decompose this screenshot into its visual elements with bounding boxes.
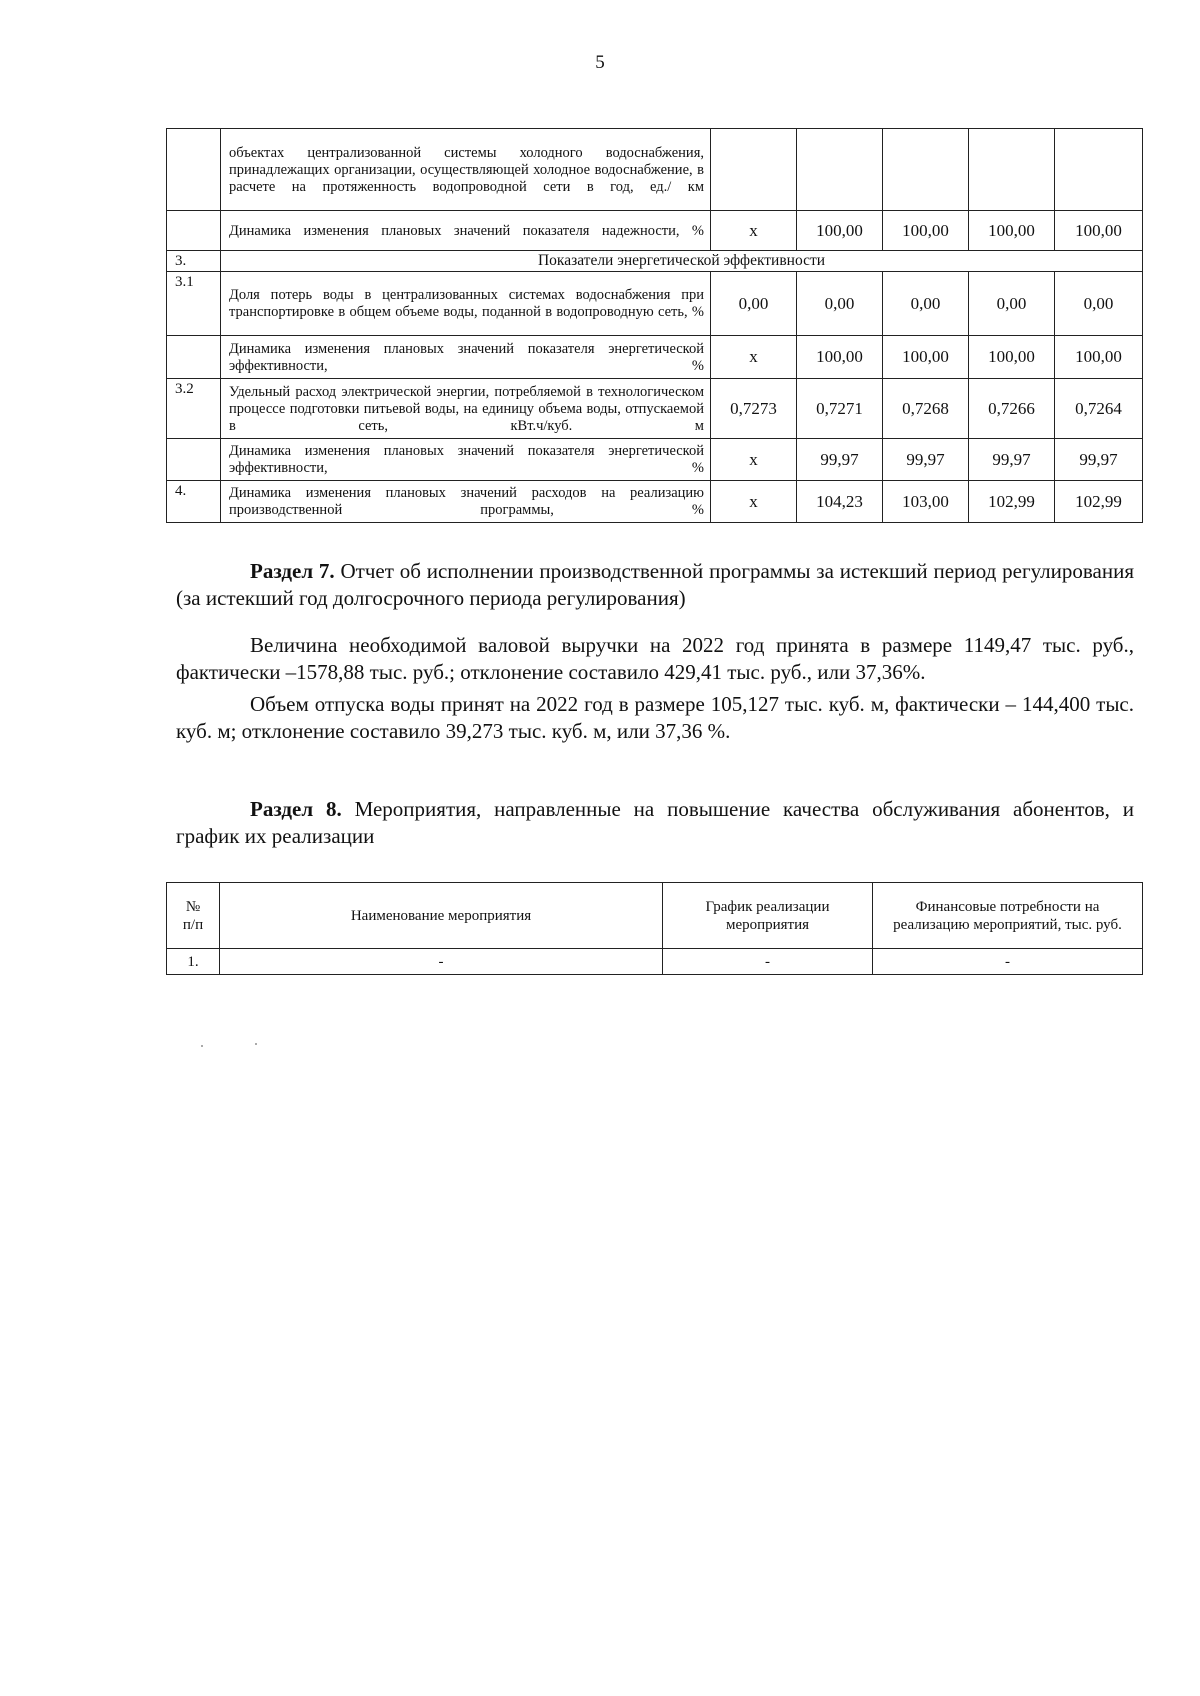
- row-number: [167, 439, 221, 481]
- value-cell: 100,00: [883, 211, 969, 251]
- value-cell: 0,00: [797, 272, 883, 336]
- page-number: 5: [595, 52, 605, 73]
- row-description: Динамика изменения плановых значений расходов на реализацию производственной программы, %: [221, 481, 711, 523]
- section-8-title: Мероприятия, направленные на повышение качества обслуживания абонентов, и график их реализации: [176, 797, 1134, 848]
- section-8-heading: [176, 796, 1134, 850]
- activity-schedule: -: [663, 949, 873, 975]
- value-cell: х: [711, 481, 797, 523]
- activity-finance: -: [873, 949, 1143, 975]
- section-7-label: Раздел 7.: [250, 559, 335, 583]
- row-number: 4.: [167, 481, 221, 523]
- value-cell: 0,7273: [711, 379, 797, 439]
- value-cell: 99,97: [969, 439, 1055, 481]
- value-cell: 100,00: [969, 211, 1055, 251]
- value-cell: 0,7264: [1055, 379, 1143, 439]
- value-cell: 100,00: [1055, 211, 1143, 251]
- section-row: [167, 251, 1143, 272]
- activities-table: [166, 882, 1143, 975]
- value-cell: 99,97: [883, 439, 969, 481]
- value-cell: 103,00: [883, 481, 969, 523]
- row-number: [167, 336, 221, 379]
- value-cell: х: [711, 439, 797, 481]
- row-number: 3.2: [167, 379, 221, 439]
- value-cell: 99,97: [1055, 439, 1143, 481]
- table-row: [167, 379, 1143, 439]
- table-header-row: [167, 883, 1143, 949]
- row-number: 3.1: [167, 272, 221, 336]
- row-description: Удельный расход электрической энергии, потребляемой в технологическом процессе подготовки питьевой воды, на единицу объема воды, отпускаемой в сеть, кВт.ч/куб. м: [221, 379, 711, 439]
- value-cell: [969, 129, 1055, 211]
- value-cell: [797, 129, 883, 211]
- revenue-paragraph: Величина необходимой валовой выручки на 2022 год принята в размере 1149,47 тыс. руб., фактически –1578,88 тыс. руб.; отклонение составило 429,41 тыс. руб., или 37,36%.: [176, 633, 1134, 684]
- value-cell: 0,7266: [969, 379, 1055, 439]
- row-description: Динамика изменения плановых значений показателя надежности, %: [221, 211, 711, 251]
- value-cell: х: [711, 211, 797, 251]
- activity-name: -: [220, 949, 663, 975]
- value-cell: 104,23: [797, 481, 883, 523]
- value-cell: 0,7271: [797, 379, 883, 439]
- table-row: [167, 211, 1143, 251]
- value-cell: 0,00: [711, 272, 797, 336]
- row-description: Динамика изменения плановых значений показателя энергетической эффективности, %: [221, 439, 711, 481]
- header-schedule: График реализации мероприятия: [663, 883, 873, 949]
- table-row: [167, 336, 1143, 379]
- row-number: [167, 211, 221, 251]
- header-name: Наименование мероприятия: [220, 883, 663, 949]
- row-description: Доля потерь воды в централизованных системах водоснабжения при транспортировке в общем объеме воды, поданной в водопроводную сеть, %: [221, 272, 711, 336]
- water-volume-paragraph: Объем отпуска воды принят на 2022 год в размере 105,127 тыс. куб. м, фактически – 144,400 тыс. куб. м; отклонение составило 39,273 тыс. куб. м, или 37,36 %.: [176, 692, 1134, 743]
- table-row: [167, 439, 1143, 481]
- value-cell: 102,99: [969, 481, 1055, 523]
- value-cell: 100,00: [969, 336, 1055, 379]
- header-num: № п/п: [167, 883, 220, 949]
- section-title: Показатели энергетической эффективности: [221, 251, 1143, 272]
- value-cell: 100,00: [883, 336, 969, 379]
- value-cell: [711, 129, 797, 211]
- row-number: [167, 129, 221, 211]
- value-cell: 100,00: [797, 336, 883, 379]
- table-row: [167, 481, 1143, 523]
- value-cell: [883, 129, 969, 211]
- row-number: 3.: [167, 251, 221, 272]
- value-cell: 0,00: [969, 272, 1055, 336]
- value-cell: 0,00: [1055, 272, 1143, 336]
- section-7-title: Отчет об исполнении производственной программы за истекший период регулирования (за истекший год долгосрочного периода регулирования): [176, 559, 1134, 610]
- value-cell: 100,00: [797, 211, 883, 251]
- row-description: объектах централизованной системы холодного водоснабжения, принадлежащих организации, осуществляющей холодное водоснабжение, в расчете на протяженность водопроводной сети в год, ед./ км: [221, 129, 711, 211]
- value-cell: 0,00: [883, 272, 969, 336]
- section-7-heading: [176, 558, 1134, 612]
- table-row: [167, 272, 1143, 336]
- value-cell: 100,00: [1055, 336, 1143, 379]
- value-cell: 102,99: [1055, 481, 1143, 523]
- value-cell: 99,97: [797, 439, 883, 481]
- indicators-table: [166, 128, 1143, 523]
- table-row: [167, 129, 1143, 211]
- table-row: [167, 949, 1143, 975]
- value-cell: [1055, 129, 1143, 211]
- row-number: 1.: [167, 949, 220, 975]
- header-finance: Финансовые потребности на реализацию мероприятий, тыс. руб.: [873, 883, 1143, 949]
- row-description: Динамика изменения плановых значений показателя энергетической эффективности, %: [221, 336, 711, 379]
- section-7-body: [176, 632, 1134, 745]
- section-8-label: Раздел 8.: [250, 797, 342, 821]
- value-cell: х: [711, 336, 797, 379]
- value-cell: 0,7268: [883, 379, 969, 439]
